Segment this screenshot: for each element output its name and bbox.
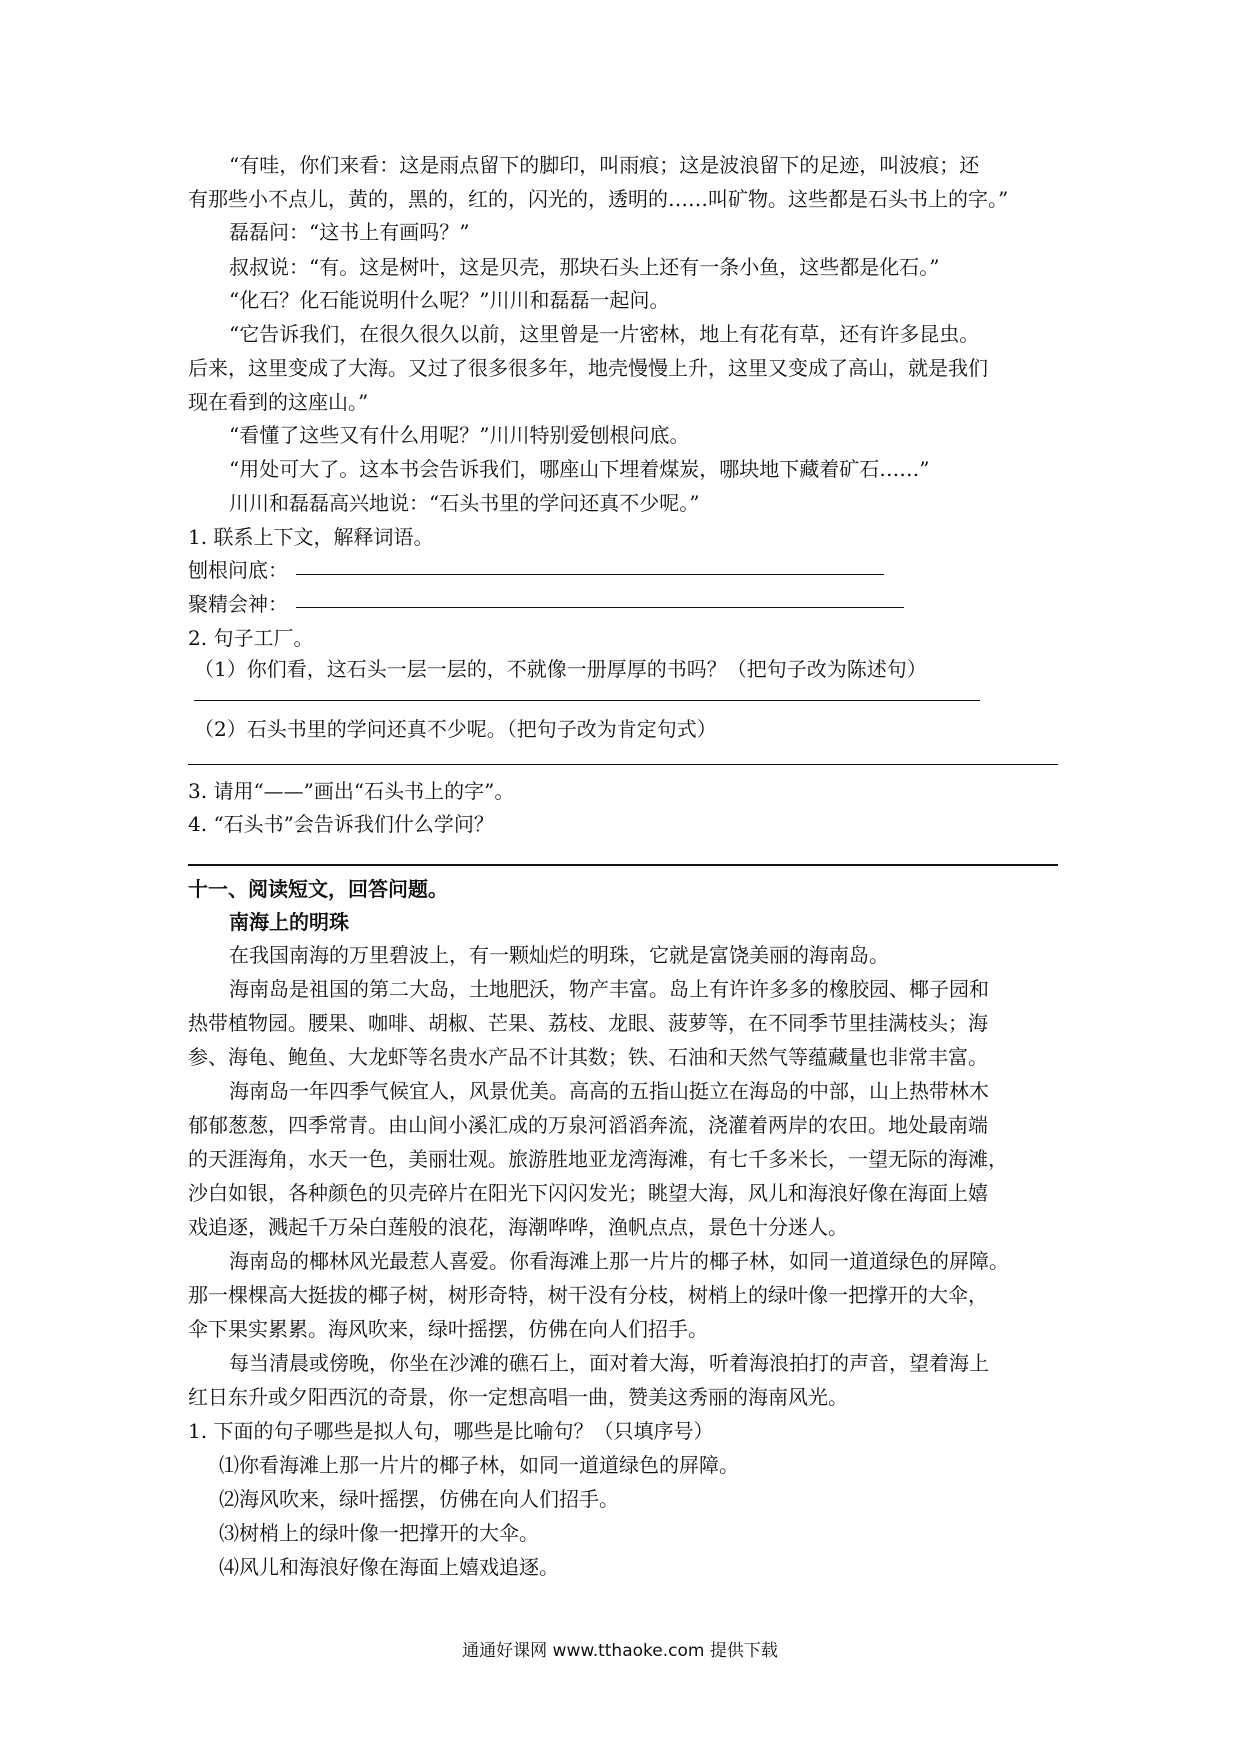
passage-line: 的天涯海角，水天一色，美丽壮观。旅游胜地亚龙湾海滩，有七千多米长，一望无际的海滩， [188, 1147, 1008, 1171]
section-11-question-1: 1. 下面的句子哪些是拟人句，哪些是比喻句？（只填序号） [188, 1419, 714, 1443]
sentence-option-2: ⑵海风吹来，绿叶摇摆，仿佛在向人们招手。 [219, 1487, 619, 1511]
passage-line: 磊磊问：“这书上有画吗？” [229, 220, 470, 244]
passage-line: 海南岛是祖国的第二大岛，土地肥沃，物产丰富。岛上有许许多多的橡胶园、椰子园和 [229, 977, 989, 1001]
passage-line: 海南岛的椰林风光最惹人喜爱。你看海滩上那一片片的椰子林，如同一道道绿色的屏障。 [229, 1249, 1009, 1273]
passage-line: 郁郁葱葱，四季常青。由山间小溪汇成的万泉河滔滔奔流，浇灌着两岸的农田。地处最南端 [188, 1113, 988, 1137]
passage-line: 热带植物园。腰果、咖啡、胡椒、芒果、荔枝、龙眼、菠萝等，在不同季节里挂满枝头；海 [188, 1011, 988, 1035]
passage-line: 有那些小不点儿，黄的，黑的，红的，闪光的，透明的……叫矿物。这些都是石头书上的字。” [188, 187, 1009, 211]
question-2-2: （2）石头书里的学问还真不少呢。（把句子改为肯定句式） [194, 717, 717, 741]
question-4: 4. “石头书”会告诉我们什么学问？ [188, 812, 494, 836]
passage-line: 每当清晨或傍晚，你坐在沙滩的礁石上，面对着大海，听着海浪拍打的声音，望着海上 [229, 1351, 989, 1375]
passage-line: 叔叔说：“有。这是树叶，这是贝壳，那块石头上还有一条小鱼，这些都是化石。” [229, 255, 940, 279]
answer-line[interactable] [194, 700, 980, 701]
answer-line[interactable] [188, 764, 1058, 765]
question-2: 2. 句子工厂。 [188, 626, 314, 650]
passage-line: “它告诉我们，在很久很久以前，这里曾是一片密林，地上有花有草，还有许多昆虫。 [229, 322, 980, 346]
sentence-option-4: ⑷风儿和海浪好像在海面上嬉戏追逐。 [219, 1555, 559, 1579]
section-heading: 十一、阅读短文，回答问题。 [188, 877, 448, 901]
passage-line: “有哇，你们来看：这是雨点留下的脚印，叫雨痕；这是波浪留下的足迹，叫波痕；还 [229, 153, 980, 177]
sentence-option-3: ⑶树梢上的绿叶像一把撑开的大伞。 [219, 1521, 539, 1545]
passage-line: “用处可大了。这本书会告诉我们，哪座山下埋着煤炭，哪块地下藏着矿石……” [229, 457, 930, 481]
answer-line[interactable] [296, 574, 884, 575]
term-label-2: 聚精会神： [188, 592, 288, 616]
sentence-option-1: ⑴你看海滩上那一片片的椰子林，如同一道道绿色的屏障。 [219, 1453, 739, 1477]
passage-line: 红日东升或夕阳西沉的奇景，你一定想高唱一曲，赞美这秀丽的海南风光。 [188, 1385, 848, 1409]
passage-line: 戏追逐，溅起千万朵白莲般的浪花，海潮哗哗，渔帆点点，景色十分迷人。 [188, 1215, 848, 1239]
passage-line: 伞下果实累累。海风吹来，绿叶摇摆，仿佛在向人们招手。 [188, 1317, 708, 1341]
answer-line[interactable] [296, 607, 904, 608]
passage-line: 现在看到的这座山。” [188, 390, 369, 414]
passage-line: 那一棵棵高大挺拔的椰子树，树形奇特，树干没有分枝，树梢上的绿叶像一把撑开的大伞， [188, 1283, 988, 1307]
passage-line: “看懂了这些又有什么用呢？”川川特别爱刨根问底。 [229, 423, 690, 447]
passage-line: 后来，这里变成了大海。又过了很多很多年，地壳慢慢上升，这里又变成了高山，就是我们 [188, 356, 988, 380]
passage-line: 参、海龟、鲍鱼、大龙虾等名贵水产品不计其数；铁、石油和天然气等蕴藏量也非常丰富。 [188, 1045, 988, 1069]
question-1: 1. 联系上下文，解释词语。 [188, 525, 434, 549]
passage-line: “化石？化石能说明什么呢？”川川和磊磊一起问。 [229, 288, 670, 312]
passage-line: 海南岛一年四季气候宜人，风景优美。高高的五指山挺立在海岛的中部，山上热带林木 [229, 1079, 989, 1103]
answer-line[interactable] [188, 864, 1058, 866]
passage-line: 川川和磊磊高兴地说：“石头书里的学问还真不少呢。” [229, 491, 700, 515]
question-3: 3. 请用“——”画出“石头书上的字”。 [188, 779, 515, 803]
passage-line: 在我国南海的万里碧波上，有一颗灿烂的明珠，它就是富饶美丽的海南岛。 [229, 943, 889, 967]
page-footer: 通通好课网 www.tthaoke.com 提供下载 [462, 1641, 778, 1661]
passage-line: 沙白如银，各种颜色的贝壳碎片在阳光下闪闪发光；眺望大海，风儿和海浪好像在海面上嬉 [188, 1181, 988, 1205]
question-2-1: （1）你们看，这石头一层一层的，不就像一册厚厚的书吗？（把句子改为陈述句） [194, 657, 927, 681]
term-label-1: 刨根问底： [188, 558, 288, 582]
passage-title: 南海上的明珠 [229, 910, 349, 934]
